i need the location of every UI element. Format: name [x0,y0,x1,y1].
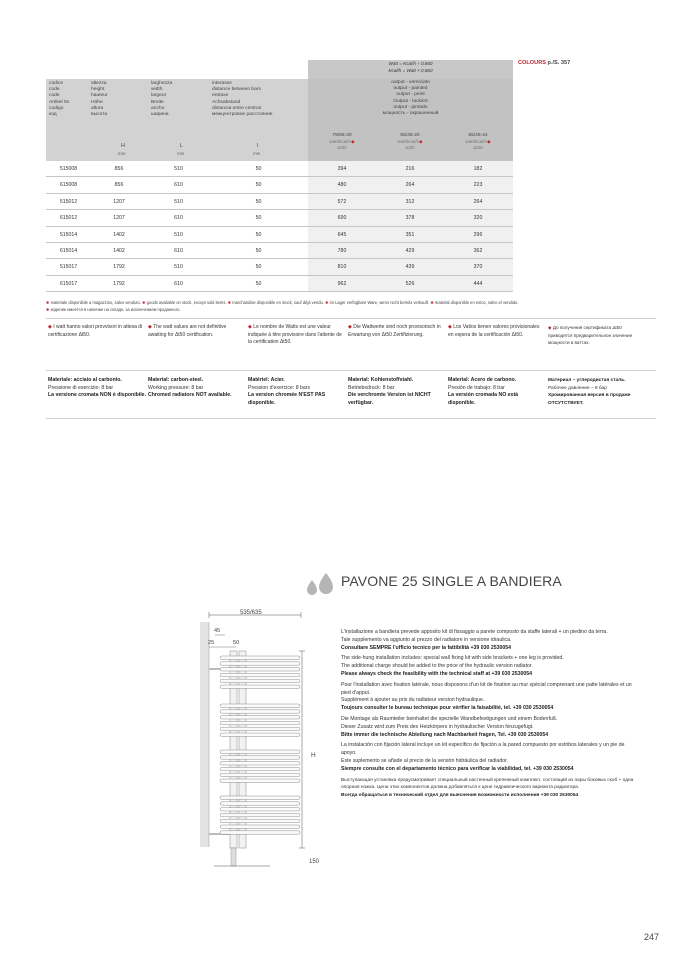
availability-note: ✱ materiale disponibile a magazzino, salvo venduto. ✱ goods available on stock, except sold items. ✱ marchandise disponible en stock, sauf déjà vendu. ✱ im Lager verfügbare Ware, wenn nicht bereits verkauft. ✱ material disponible en estoc, salvo el vendido. ✱ изделие имеется в наличие на складе, за исключением проданного. [46,300,519,312]
header-code: codice code code Artikel Nr. codigo код [49,81,71,118]
table-row: 515012 1207 510 50 572 312 264 [46,194,513,210]
colours-reference[interactable]: COLOURS p./S. 357 [518,60,571,66]
radiator-bar [220,762,300,765]
radiator-bar [220,819,300,822]
material-note-fr: Matériel: Acier. Pression d'exercice: 8 bars La version chromée N'EST PAS disponible. [248,377,326,406]
radiator-bar [220,727,300,730]
desc-ru: Выступающая установка предусматривает специальный настенный крепежный комплект, состоящий из пары боковых скоб + одна опорная ножка. Цена этих компонентов должна добавляться к цене гидравлического варианта радиатора. Всегда обращаться в технический отдел для выяснения возможности исполнения +39 030 2530054 [341,777,634,799]
radiator-bar [220,831,300,834]
header-height: altezza height hauteur Höhe altura высота [91,81,108,118]
radiator-bar [220,756,300,759]
radiator-bar [220,679,300,682]
page-number: 247 [644,932,660,942]
radiator-bar [220,767,300,770]
watt-note-de: ◆ Die Wattwerte sind noch provisorisch in Erwartung von Δt50 Zertifizierung. [348,324,441,338]
radiator-bar [220,710,300,713]
unit-mm: mm [177,151,185,156]
temp-col-3: 55/45-24 watt/kcal/h◆ Δt28 [465,133,491,150]
header-distance: interasse distance between bars entraxe Achsabstand distancia entre centros межцентровое расстояние [212,81,273,118]
table-row: 615017 1792 610 50 962 526 444 [46,276,513,292]
watt-note-es: ◆ Los Vatios tienen valores provisionales en espera de la certificación Δt50. [448,324,540,338]
dim-150: 150 [309,859,320,865]
divider [46,418,656,419]
radiator-bar [220,733,300,736]
desc-fr: Pour l'installation avec fixation latérale, nous disposons d'un kit de fixation au mur spécial comprenant une patte latérales et un pied d'appui. Supplément à ajouter au prix du radiateur version hydraulique. Toujours consulter le bureau technique pour vérifier la faisabilité, tel. +39 030 2530054 [341,681,632,712]
table-row: 515014 1402 510 50 645 351 296 [46,227,513,243]
desc-en: The side-hung installation includes: special wall fixing kit with side brackets + one leg is provided. The additional charge should be added to the price of the hydraulic version radiator. Please always check the feasibility with the technical staff at +39 030 2530054 [341,655,564,677]
table-row: 515008 856 510 50 394 216 182 [46,161,513,177]
radiator-bar [220,668,300,671]
radiator-bar [220,662,300,665]
technical-drawing [200,608,330,875]
radiator-bar [220,721,300,724]
dim-25: 25 [208,640,215,646]
watt-note-en: ◆ The watt values are not definitive awaiting for Δt50 certification. [148,324,227,338]
installation-description [341,629,637,803]
table-row: 615012 1207 610 50 690 378 320 [46,210,513,226]
header-width: larghezza width largeur Breite ancho ширина [151,81,173,118]
radiator-bar [220,704,300,707]
conversion-note: Watt = Kcal/h ÷ 0,860 Kcal/h = Watt × 0,860 [308,60,513,79]
desc-it: L'installazione a bandiera prevede apposito kit di fissaggio a parete composto da staffe laterali + un piedino da terra. Tale supplemento va aggiunto al prezzo del radiatore in versione idraulica. Consultare SEMPRE l'ufficio tecnico per la fattibilità +39 030 2530054 [341,629,608,651]
water-drops-icon [304,572,338,601]
table-row: 515017 1792 510 50 810 439 370 [46,259,513,275]
radiator-bar [220,796,300,799]
material-note-es: Material: Acero de carbono. Presión de trabajo: 8 bar La versión cromada NO está disponible. [448,377,519,406]
radiator-bar [220,685,300,688]
radiator-bar [220,808,300,811]
desc-es: La instalación con fijación lateral incluye un kit específico de fijación a la pared compuesto por estribos laterales y un pie de apoyo. Este suplemento se añade al precio de la versión hidráulica del radiador. Siempre consulte con el departamento técnico para verificar la viabilidad, tel. +39 030 2530054 [341,742,625,772]
table-row: 615008 856 610 50 480 264 223 [46,177,513,193]
letter-h: H [121,143,125,149]
dim-45: 45 [214,628,221,634]
watt-note-it: ◆ I watt hanno valori provvisori in attesa di certificazione Δt50. [48,324,143,338]
letter-l: L [180,143,183,149]
dim-width: 535/635 [240,610,262,616]
temp-col-1: 75/65-20 watt/kcal/h◆ Δt50 [329,133,355,150]
table-body [46,161,513,292]
watt-note-fr: ◆ Le nombre de Watts est une valeur indiquée à titre provisoire dans l'attente de la certification Δt50. [248,324,342,346]
header-output: output - verniciato output - painted output - peint Output - lackiert output - pintado мощность - окрашенный [382,80,439,117]
divider [46,370,656,371]
material-note-ru: Материал – углеродистая сталь. Рабочее давление – 8 бар Хромированная версия в продаже ОТСУТСТВУЕТ. [548,378,631,406]
radiator-bar [220,825,300,828]
unit-mm: mm [118,151,126,156]
watt-note-ru: ◆ До получения сертификата Δt50 приводятся предварительное значение мощности в ваттах. [548,325,633,346]
material-note-en: Material: carbon-steel. Working pressure: 8 bar Chromed radiators NOT available. [148,377,232,399]
radiator-bar [220,750,300,753]
radiator-bar [220,779,300,782]
temp-col-2: 55/45-20 watt/kcal/h◆ Δt30 [397,133,423,150]
material-note-de: Material: Kohlenstoffstahl. Betriebsdruck: 8 bar Die verchromte Version ist NICHT verfügbar. [348,377,431,406]
radiator-bar [220,802,300,805]
material-note-it: Materiale: acciaio al carbonio. Pressione di esercizio: 8 bar La versione cromata NON è disponibile. [48,377,147,399]
radiator-bar [220,716,300,719]
unit-mm: mm [253,151,261,156]
radiator-bar [220,656,300,659]
dim-50: 50 [233,640,240,646]
radiator-bar [220,673,300,676]
radiator-bar [220,813,300,816]
dim-h: H [311,752,316,759]
table-row: 615014 1402 610 50 780 429 362 [46,243,513,259]
desc-de: Die Montage als Raumteiler beinhaltet die spezielle Wandbefestigungen und einem Bodenfuß. Dieser Zusatz wird zum Preis des Heizkörpers in hydraulischer Version hinzugefügt. Bitte immer die technische Abteilung nach Machbarkeit fragen, Tel. +39 030 2530054 [341,715,558,738]
radiator-bar [220,773,300,776]
divider [46,318,656,319]
product-title: PAVONE 25 SINGLE A BANDIERA [341,573,562,589]
letter-i: I [257,143,259,149]
